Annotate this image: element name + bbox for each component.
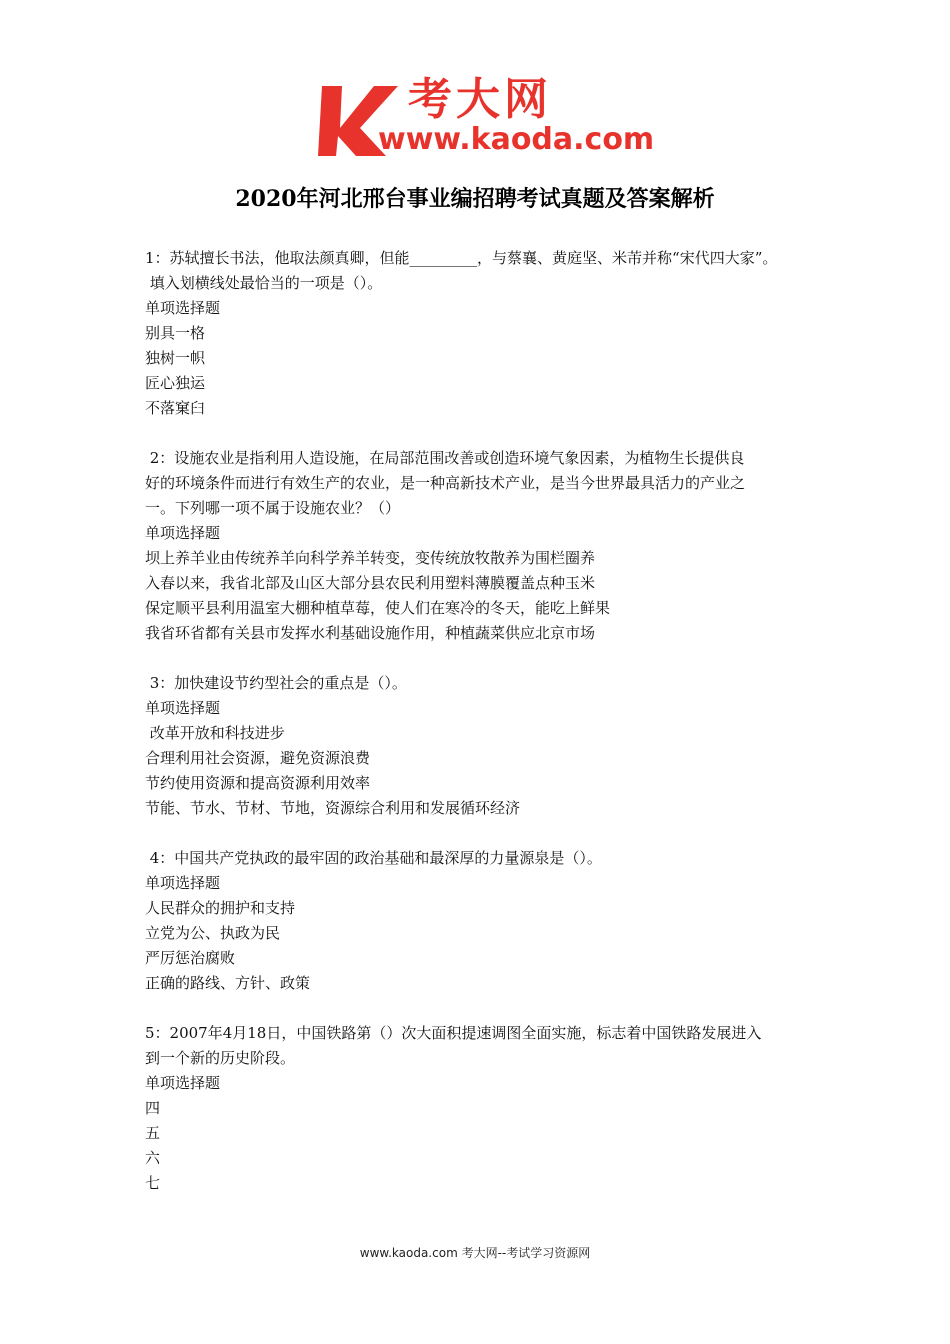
- question-type: 单项选择题: [145, 1074, 221, 1092]
- question-stem-line: 1：苏轼擅长书法，他取法颜真卿，但能_________，与蔡襄、黄庭坚、米芾并称“宋代四大家”。: [145, 249, 778, 267]
- option: 合理利用社会资源，避免资源浪费: [145, 749, 371, 767]
- option: 改革开放和科技进步: [145, 724, 285, 742]
- question-type: 单项选择题: [145, 524, 221, 542]
- question: [145, 846, 825, 996]
- option: 人民群众的拥护和支持: [145, 899, 296, 917]
- logo-text-url: www.kaoda.com: [378, 122, 655, 157]
- option: 我省环省都有关县市发挥水利基础设施作用，种植蔬菜供应北京市场: [145, 624, 596, 642]
- page-footer: www.kaoda.com 考大网--考试学习资源网: [359, 1246, 591, 1260]
- option: 正确的路线、方针、政策: [145, 974, 311, 992]
- question-stem-line: 4：中国共产党执政的最牢固的政治基础和最深厚的力量源泉是（）。: [145, 849, 602, 867]
- option: 不落窠臼: [145, 399, 206, 417]
- option: 坝上养羊业由传统养羊向科学养羊转变，变传统放牧散养为围栏圈养: [145, 549, 596, 567]
- question: [145, 246, 825, 421]
- document-title: 2020年河北邢台事业编招聘考试真题及答案解析: [235, 186, 715, 212]
- question-type: 单项选择题: [145, 299, 221, 317]
- question-stem-line: 到一个新的历史阶段。: [145, 1049, 296, 1067]
- option: 七: [145, 1174, 161, 1192]
- option: 立党为公、执政为民: [145, 924, 281, 942]
- logo-text-cn: 考大网: [408, 74, 552, 125]
- option: 节约使用资源和提高资源利用效率: [145, 774, 371, 792]
- option: 六: [145, 1149, 161, 1167]
- site-logo: [316, 74, 655, 160]
- question: [145, 1021, 825, 1196]
- question-stem-line: 5：2007年4月18日，中国铁路第（）次大面积提速调图全面实施，标志着中国铁路发展进入: [145, 1024, 762, 1042]
- option: 独树一帜: [145, 349, 206, 367]
- option: 严厉惩治腐败: [145, 949, 236, 967]
- question-stem-line: 3：加快建设节约型社会的重点是（）。: [145, 674, 407, 692]
- option: 五: [145, 1124, 161, 1142]
- option: 匠心独运: [145, 374, 206, 392]
- question: [145, 671, 825, 821]
- question-list: [145, 246, 825, 1221]
- question-stem-line: 填入划横线处最恰当的一项是（）。: [145, 274, 383, 292]
- question-type: 单项选择题: [145, 874, 221, 892]
- option: 节能、节水、节材、节地，资源综合利用和发展循环经济: [145, 799, 521, 817]
- question-type: 单项选择题: [145, 699, 221, 717]
- option: 四: [145, 1099, 161, 1117]
- question-stem-line: 一。下列哪一项不属于设施农业？（）: [145, 499, 401, 517]
- option: 别具一格: [145, 324, 206, 342]
- question-stem-line: 好的环境条件而进行有效生产的农业，是一种高新技术产业，是当今世界最具活力的产业之: [145, 474, 746, 492]
- question-stem-line: 2：设施农业是指利用人造设施，在局部范围改善或创造环境气象因素，为植物生长提供良: [145, 449, 745, 467]
- option: 入春以来，我省北部及山区大部分县农民利用塑料薄膜覆盖点种玉米: [145, 574, 596, 592]
- option: 保定顺平县利用温室大棚种植草莓，使人们在寒冷的冬天，能吃上鲜果: [145, 599, 611, 617]
- question: [145, 446, 825, 646]
